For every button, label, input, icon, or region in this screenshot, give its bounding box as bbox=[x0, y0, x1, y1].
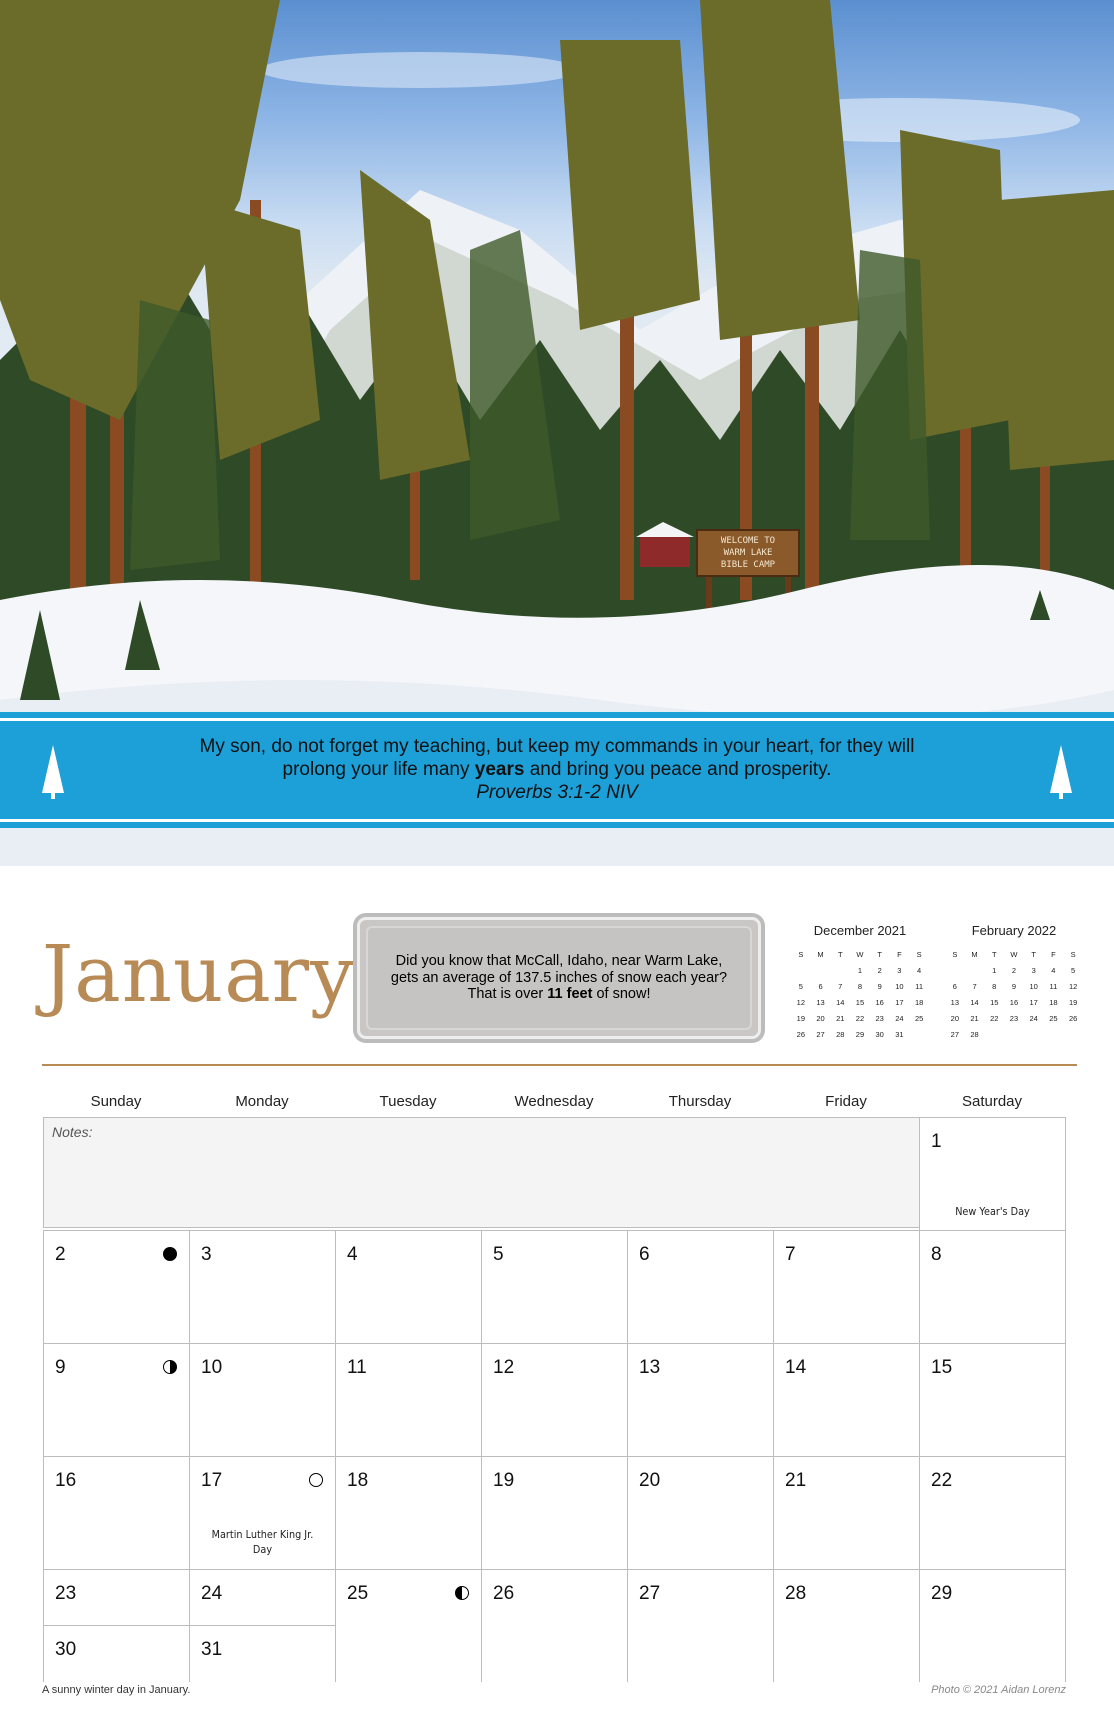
mini-day bbox=[1024, 1026, 1044, 1042]
mini-day: 12 bbox=[796, 997, 806, 1007]
day-cell-22[interactable] bbox=[919, 1456, 1065, 1569]
mini-weekday: S bbox=[916, 949, 922, 959]
day-number: 5 bbox=[493, 1244, 504, 1265]
day-cell-23[interactable] bbox=[43, 1569, 189, 1625]
day-cell-19[interactable] bbox=[481, 1456, 627, 1569]
mini-day: 20 bbox=[816, 1013, 825, 1023]
day-number: 30 bbox=[55, 1639, 77, 1660]
mini-weekday: S bbox=[1070, 949, 1076, 959]
mini-day: 7 bbox=[972, 981, 977, 991]
mini-calendar-grid bbox=[791, 946, 929, 1042]
day-number: 12 bbox=[493, 1357, 515, 1378]
mini-day: 7 bbox=[838, 981, 843, 991]
weekday-thursday: Thursday bbox=[668, 1093, 732, 1110]
weekday-sunday: Sunday bbox=[90, 1093, 142, 1110]
fact-line-3: That is over 11 feet of snow! bbox=[467, 986, 651, 1003]
last-quarter-moon-icon bbox=[455, 1586, 469, 1600]
day-cell-6[interactable] bbox=[627, 1230, 773, 1343]
svg-text:BIBLE CAMP: BIBLE CAMP bbox=[720, 560, 776, 570]
day-cell-16[interactable] bbox=[43, 1456, 189, 1569]
mini-day bbox=[965, 962, 985, 978]
day-number: 9 bbox=[55, 1357, 66, 1378]
mini-day: 23 bbox=[875, 1013, 884, 1023]
verse-line-2: prolong your life many years and bring you peace and prosperity. bbox=[282, 759, 832, 780]
mini-day: 25 bbox=[1049, 1013, 1058, 1023]
day-number: 8 bbox=[931, 1244, 942, 1265]
mini-day: 22 bbox=[990, 1013, 999, 1023]
mini-day: 13 bbox=[816, 997, 825, 1007]
photo-credit: Photo © 2021 Aidan Lorenz bbox=[931, 1684, 1066, 1696]
mini-day: 4 bbox=[917, 965, 922, 975]
day-number: 3 bbox=[201, 1244, 212, 1265]
mini-day: 19 bbox=[1068, 997, 1078, 1007]
mini-day: 16 bbox=[875, 997, 884, 1007]
day-cell-3[interactable] bbox=[189, 1230, 335, 1343]
mini-calendar-next bbox=[945, 923, 1083, 1042]
mini-day: 28 bbox=[836, 1029, 845, 1039]
mini-day: 5 bbox=[1071, 965, 1076, 975]
mini-day: 12 bbox=[1068, 981, 1078, 991]
verse-banner bbox=[0, 718, 1114, 822]
mini-day: 8 bbox=[857, 981, 863, 991]
mini-day: 18 bbox=[1049, 997, 1058, 1007]
snowy-tree-icon bbox=[38, 743, 68, 803]
day-number: 27 bbox=[639, 1583, 661, 1604]
mini-day: 21 bbox=[970, 1013, 979, 1023]
day-cell-17[interactable] bbox=[189, 1456, 335, 1569]
mini-calendar-title: February 2022 bbox=[971, 923, 1057, 938]
mini-weekday: T bbox=[1031, 949, 1036, 959]
day-number: 22 bbox=[931, 1470, 953, 1491]
day-cell-1[interactable] bbox=[919, 1117, 1065, 1231]
day-cell-5[interactable] bbox=[481, 1230, 627, 1343]
mini-day: 4 bbox=[1051, 965, 1056, 975]
mini-weekday: W bbox=[1010, 949, 1018, 959]
day-number: 14 bbox=[785, 1357, 807, 1378]
mini-day: 30 bbox=[875, 1029, 884, 1039]
holiday-label: New Year's Day bbox=[955, 1205, 1030, 1218]
mini-day bbox=[830, 962, 850, 978]
day-number: 23 bbox=[55, 1583, 77, 1604]
day-cell-31[interactable] bbox=[189, 1625, 335, 1682]
mini-day: 3 bbox=[897, 965, 902, 975]
mini-weekday: T bbox=[991, 949, 997, 959]
mini-day: 10 bbox=[1029, 981, 1038, 991]
day-cell-9[interactable] bbox=[43, 1343, 189, 1456]
mini-day: 1 bbox=[857, 965, 863, 975]
mini-day: 13 bbox=[950, 997, 960, 1007]
day-number: 7 bbox=[785, 1244, 796, 1265]
day-number: 2 bbox=[55, 1244, 66, 1265]
notes-area[interactable] bbox=[43, 1117, 920, 1228]
day-cell-11[interactable] bbox=[335, 1343, 481, 1456]
day-cell-12[interactable] bbox=[481, 1343, 627, 1456]
notes-label: Notes: bbox=[52, 1124, 93, 1140]
day-number: 10 bbox=[201, 1357, 223, 1378]
mini-day: 9 bbox=[877, 981, 882, 991]
mini-day: 23 bbox=[1009, 1013, 1019, 1023]
day-cell-13[interactable] bbox=[627, 1343, 773, 1456]
mini-day: 6 bbox=[818, 981, 823, 991]
mini-weekday: M bbox=[817, 949, 824, 959]
mini-day: 2 bbox=[877, 965, 882, 975]
day-cell-26[interactable] bbox=[481, 1569, 627, 1682]
mini-weekday: T bbox=[837, 949, 843, 959]
mini-day: 24 bbox=[1029, 1013, 1038, 1023]
mini-day: 3 bbox=[1031, 965, 1036, 975]
day-number: 28 bbox=[785, 1583, 807, 1604]
day-cell-10[interactable] bbox=[189, 1343, 335, 1456]
mini-day: 20 bbox=[950, 1013, 960, 1023]
day-number: 19 bbox=[493, 1470, 515, 1491]
mini-day bbox=[909, 1026, 929, 1042]
mini-day bbox=[1044, 1026, 1064, 1042]
mini-day: 19 bbox=[796, 1013, 806, 1023]
day-number: 18 bbox=[347, 1470, 369, 1491]
mini-day: 14 bbox=[970, 997, 979, 1007]
mini-day bbox=[811, 962, 831, 978]
mini-calendar-previous bbox=[791, 923, 929, 1042]
day-number: 17 bbox=[201, 1470, 223, 1491]
fact-line-1: Did you know that McCall, Idaho, near Warm Lake, bbox=[395, 953, 723, 970]
mini-day: 24 bbox=[895, 1013, 904, 1023]
full-moon-icon bbox=[309, 1473, 323, 1487]
photo-caption: A sunny winter day in January. bbox=[42, 1684, 191, 1696]
verse-text bbox=[120, 735, 994, 804]
day-number: 16 bbox=[55, 1470, 77, 1491]
mini-day: 9 bbox=[1011, 981, 1017, 991]
mini-day: 27 bbox=[950, 1029, 960, 1039]
mini-day bbox=[984, 1026, 1004, 1042]
mini-day: 17 bbox=[895, 997, 904, 1007]
day-number: 4 bbox=[347, 1244, 358, 1265]
mini-day: 5 bbox=[798, 981, 803, 991]
mini-day: 10 bbox=[895, 981, 904, 991]
mini-day: 2 bbox=[1011, 965, 1017, 975]
day-number: 26 bbox=[493, 1583, 515, 1604]
mini-weekday: S bbox=[798, 949, 804, 959]
mini-day: 14 bbox=[836, 997, 845, 1007]
mini-day: 26 bbox=[796, 1029, 806, 1039]
mini-weekday: W bbox=[856, 949, 864, 959]
svg-text:WARM LAKE: WARM LAKE bbox=[723, 548, 773, 558]
mini-day bbox=[791, 962, 811, 978]
mini-day: 15 bbox=[990, 997, 999, 1007]
mini-day: 31 bbox=[895, 1029, 904, 1039]
day-cell-24[interactable] bbox=[189, 1569, 335, 1625]
day-cell-27[interactable] bbox=[627, 1569, 773, 1682]
mini-day: 15 bbox=[855, 997, 865, 1007]
svg-text:WELCOME TO: WELCOME TO bbox=[720, 536, 776, 546]
mini-day bbox=[945, 962, 965, 978]
mini-day: 25 bbox=[914, 1013, 924, 1023]
day-number: 15 bbox=[931, 1357, 953, 1378]
holiday-label: Martin Luther King Jr. Day bbox=[211, 1528, 314, 1556]
mini-day: 6 bbox=[952, 981, 957, 991]
mini-weekday: F bbox=[897, 949, 902, 959]
day-number: 21 bbox=[785, 1470, 807, 1491]
new-moon-icon bbox=[163, 1247, 177, 1261]
weekday-wednesday: Wednesday bbox=[514, 1093, 594, 1110]
mini-day: 16 bbox=[1009, 997, 1019, 1007]
day-number: 13 bbox=[639, 1357, 661, 1378]
verse-reference: Proverbs 3:1-2 NIV bbox=[476, 782, 638, 803]
mini-day: 18 bbox=[914, 997, 924, 1007]
mini-weekday: T bbox=[877, 949, 882, 959]
mini-day: 11 bbox=[915, 981, 923, 991]
weekday-tuesday: Tuesday bbox=[379, 1093, 437, 1110]
day-number: 29 bbox=[931, 1583, 953, 1604]
day-number: 20 bbox=[639, 1470, 661, 1491]
mini-day bbox=[1004, 1026, 1024, 1042]
mini-day: 28 bbox=[970, 1029, 979, 1039]
mini-day: 22 bbox=[855, 1013, 865, 1023]
day-number: 31 bbox=[201, 1639, 223, 1660]
mini-day: 29 bbox=[855, 1029, 865, 1039]
day-number: 11 bbox=[347, 1357, 367, 1378]
first-quarter-moon-icon bbox=[163, 1360, 177, 1374]
grid-right-border bbox=[1065, 1117, 1066, 1682]
month-title: January bbox=[42, 930, 356, 1020]
day-cell-15[interactable] bbox=[919, 1343, 1065, 1456]
mini-weekday: F bbox=[1051, 949, 1056, 959]
mini-day: 11 bbox=[1049, 981, 1058, 991]
fact-box bbox=[357, 917, 761, 1039]
mini-day: 8 bbox=[992, 981, 997, 991]
header-divider bbox=[42, 1064, 1077, 1066]
day-cell-29[interactable] bbox=[919, 1569, 1065, 1682]
verse-emphasis: years bbox=[474, 759, 525, 780]
weekday-saturday: Saturday bbox=[961, 1093, 1023, 1110]
weekday-friday: Friday bbox=[825, 1093, 867, 1110]
day-cell-28[interactable] bbox=[773, 1569, 919, 1682]
day-cell-30[interactable] bbox=[43, 1625, 189, 1682]
day-cell-18[interactable] bbox=[335, 1456, 481, 1569]
mini-day: 1 bbox=[992, 965, 997, 975]
mini-day: 21 bbox=[836, 1013, 845, 1023]
day-cell-7[interactable] bbox=[773, 1230, 919, 1343]
day-number: 1 bbox=[931, 1131, 942, 1152]
day-cell-25[interactable] bbox=[335, 1569, 481, 1682]
day-number: 24 bbox=[201, 1583, 223, 1604]
day-cell-20[interactable] bbox=[627, 1456, 773, 1569]
mini-calendar-grid bbox=[945, 946, 1083, 1042]
day-cell-4[interactable] bbox=[335, 1230, 481, 1343]
weekday-monday: Monday bbox=[235, 1093, 289, 1110]
day-cell-14[interactable] bbox=[773, 1343, 919, 1456]
verse-line-1: My son, do not forget my teaching, but keep my commands in your heart, for they will bbox=[199, 736, 915, 757]
fact-line-2: gets an average of 137.5 inches of snow each year? bbox=[390, 969, 728, 986]
mini-day bbox=[1063, 1026, 1083, 1042]
day-cell-8[interactable] bbox=[919, 1230, 1065, 1343]
mini-calendar-title: December 2021 bbox=[813, 923, 907, 938]
mini-day: 27 bbox=[816, 1029, 825, 1039]
mini-day: 26 bbox=[1068, 1013, 1078, 1023]
day-cell-2[interactable] bbox=[43, 1230, 189, 1343]
mini-day: 17 bbox=[1029, 997, 1038, 1007]
day-cell-21[interactable] bbox=[773, 1456, 919, 1569]
day-number: 25 bbox=[347, 1583, 369, 1604]
day-number: 6 bbox=[639, 1244, 650, 1265]
snowy-tree-icon bbox=[1046, 743, 1076, 803]
mini-weekday: M bbox=[971, 949, 978, 959]
mini-weekday: S bbox=[952, 949, 958, 959]
